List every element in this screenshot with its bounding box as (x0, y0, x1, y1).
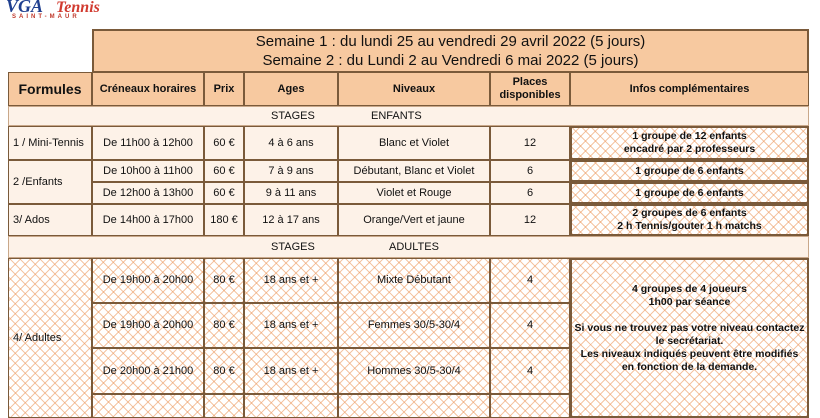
header-creneaux: Créneaux horaires (92, 72, 204, 106)
title-line-1: Semaine 1 : du lundi 25 au vendredi 29 avril 2022 (5 jours) (255, 33, 646, 50)
table-cell: De 20h00 à 21h00 (92, 348, 204, 394)
table-cell (244, 394, 338, 418)
logo-subtext: SAINT-MAUR (12, 14, 80, 20)
info-adultes (570, 258, 809, 418)
info-line: 1 groupe de 6 enfants (635, 186, 744, 199)
info-line: 4 groupes de 4 joueurs (632, 282, 747, 295)
info-line: le secrétariat. (655, 334, 724, 347)
table-cell: 4 (490, 303, 570, 348)
info-line: Si vous ne trouvez pas votre niveau contactez (574, 321, 805, 334)
section-enfants-left: STAGES (271, 109, 315, 122)
table-cell: De 19h00 à 20h00 (92, 258, 204, 303)
formule-mini-tennis: 1 / Mini-Tennis (8, 126, 92, 160)
info-line: 2 groupes de 6 enfants (632, 207, 747, 219)
info-line: 1 groupe de 12 enfants (632, 130, 747, 142)
table-cell: De 12h00 à 13h00 (92, 182, 204, 204)
table-cell: 80 € (204, 303, 244, 348)
info-line: 2 h Tennis/gouter 1 h matchs (617, 220, 762, 232)
info-enfants-2 (570, 182, 809, 204)
table-cell: 18 ans et + (244, 303, 338, 348)
table-cell: Débutant, Blanc et Violet (338, 160, 490, 182)
svg-text:Tennis: Tennis (56, 0, 100, 16)
header-prix: Prix (204, 72, 244, 106)
info-enfants-1 (570, 160, 809, 182)
section-adultes-right: ADULTES (389, 240, 439, 253)
table-cell: 80 € (204, 348, 244, 394)
info-line: en fonction de la demande. (621, 360, 758, 373)
table-cell: Femmes 30/5-30/4 (338, 303, 490, 348)
table-cell: Blanc et Violet (338, 126, 490, 160)
table-cell: Hommes 30/5-30/4 (338, 348, 490, 394)
section-stages-adultes (8, 236, 809, 258)
table-cell: 80 € (204, 258, 244, 303)
table-cell: 4 à 6 ans (244, 126, 338, 160)
table-cell: 180 € (204, 204, 244, 236)
table-cell: De 14h00 à 17h00 (92, 204, 204, 236)
table-cell: 6 (490, 182, 570, 204)
table-cell: 4 (490, 348, 570, 394)
table-cell: 12 (490, 204, 570, 236)
table-cell: De 11h00 à 12h00 (92, 126, 204, 160)
info-line: 1h00 par séance (648, 295, 731, 308)
page-title (92, 29, 809, 73)
section-stages-enfants (8, 106, 809, 126)
table-cell: 60 € (204, 182, 244, 204)
info-line: Les niveaux indiqués peuvent être modifiés (580, 347, 799, 360)
formule-adultes: 4/ Adultes (8, 258, 92, 418)
section-adultes-left: STAGES (271, 240, 315, 253)
title-line-2: Semaine 2 : du Lundi 2 au Vendredi 6 mai 2022 (5 jours) (262, 52, 639, 69)
table-cell: 60 € (204, 126, 244, 160)
header-ages: Ages (244, 72, 338, 106)
table-cell: 60 € (204, 160, 244, 182)
formule-ados: 3/ Ados (8, 204, 92, 236)
table-cell: 18 ans et + (244, 348, 338, 394)
table-cell: 4 (490, 258, 570, 303)
table-cell: 18 ans et + (244, 258, 338, 303)
table-cell: 12 à 17 ans (244, 204, 338, 236)
table-cell: 12 (490, 126, 570, 160)
table-cell: 9 à 11 ans (244, 182, 338, 204)
table-cell (204, 394, 244, 418)
formule-enfants: 2 /Enfants (8, 160, 92, 204)
info-line: 1 groupe de 6 enfants (635, 164, 744, 177)
table-cell: De 10h00 à 11h00 (92, 160, 204, 182)
table-cell (92, 394, 204, 418)
table-cell: De 19h00 à 20h00 (92, 303, 204, 348)
info-ados (570, 204, 809, 236)
table-cell: Mixte Débutant (338, 258, 490, 303)
info-line: encadré par 2 professeurs (623, 143, 756, 155)
info-mini-tennis (570, 126, 809, 160)
svg-text:VGA: VGA (6, 0, 44, 16)
header-niveaux: Niveaux (338, 72, 490, 106)
table-cell: 6 (490, 160, 570, 182)
table-cell: Orange/Vert et jaune (338, 204, 490, 236)
table-cell: 7 à 9 ans (244, 160, 338, 182)
header-infos: Infos complémentaires (570, 72, 809, 106)
header-formules: Formules (8, 72, 92, 106)
table-cell (338, 394, 490, 418)
section-enfants-right: ENFANTS (371, 109, 422, 122)
header-places: Places disponibles (490, 72, 570, 106)
table-cell (490, 394, 570, 418)
table-cell: Violet et Rouge (338, 182, 490, 204)
